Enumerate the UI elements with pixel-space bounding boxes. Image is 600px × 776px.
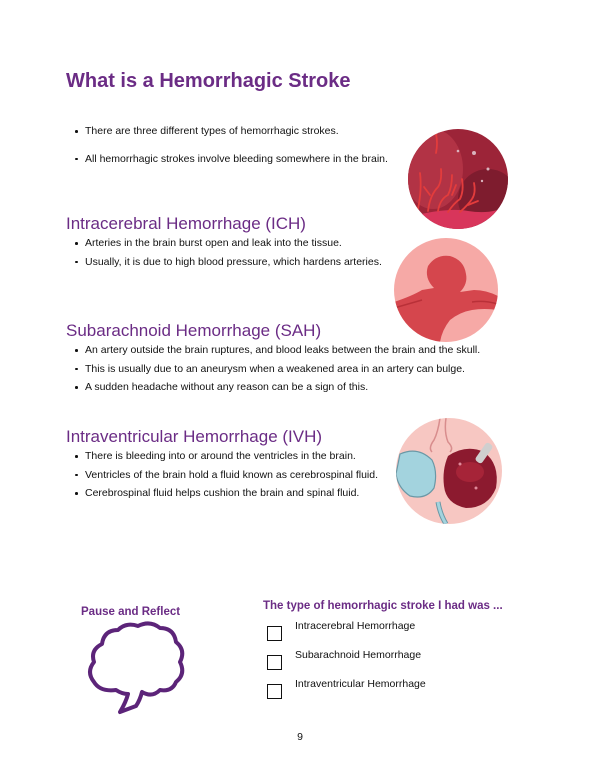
intro-bullet: All hemorrhagic strokes involve bleeding somewhere in the brain. [74,150,388,169]
ich-bullet: Arteries in the brain burst open and leak into the tissue. [74,234,382,253]
intro-bullet: There are three different types of hemorrhagic strokes. [74,122,388,141]
intro-bullet-list [74,122,388,168]
ventricle-bleed-illustration [396,418,502,524]
section-heading-ivh: Intraventricular Hemorrhage (IVH) [66,427,323,446]
option-label: Intraventricular Hemorrhage [295,678,426,690]
sah-bullet: A sudden headache without any reason can be a sign of this. [74,378,480,397]
reflect-question: The type of hemorrhagic stroke I had was ... [263,600,503,612]
sah-bullet-list [74,341,480,397]
checkbox-intracerebral[interactable] [267,626,282,641]
option-label: Subarachnoid Hemorrhage [295,649,422,661]
checkbox-intraventricular[interactable] [267,684,282,699]
ivh-bullet: Ventricles of the brain hold a fluid known as cerebrospinal fluid. [74,466,378,485]
bleeding-tissue-illustration [408,129,508,229]
sah-bullet: An artery outside the brain ruptures, and blood leaks between the brain and the skull. [74,341,480,360]
page-number: 9 [297,731,303,743]
pause-reflect-label: Pause and Reflect [81,606,181,618]
section-heading-sah: Subarachnoid Hemorrhage (SAH) [66,321,322,340]
ivh-bullet-list [74,447,378,503]
section-heading-ich: Intracerebral Hemorrhage (ICH) [66,214,306,233]
aneurysm-illustration [394,238,498,342]
ich-bullet: Usually, it is due to high blood pressure, which hardens arteries. [74,253,382,272]
option-label: Intracerebral Hemorrhage [295,620,416,632]
ivh-bullet: There is bleeding into or around the ventricles in the brain. [74,447,378,466]
checkbox-subarachnoid[interactable] [267,655,282,670]
page-title: What is a Hemorrhagic Stroke [66,70,351,92]
brain-icon [86,620,186,716]
sah-bullet: This is usually due to an aneurysm when a weakened area in an artery can bulge. [74,360,480,379]
ich-bullet-list [74,234,382,271]
ivh-bullet: Cerebrospinal fluid helps cushion the brain and spinal fluid. [74,484,378,503]
